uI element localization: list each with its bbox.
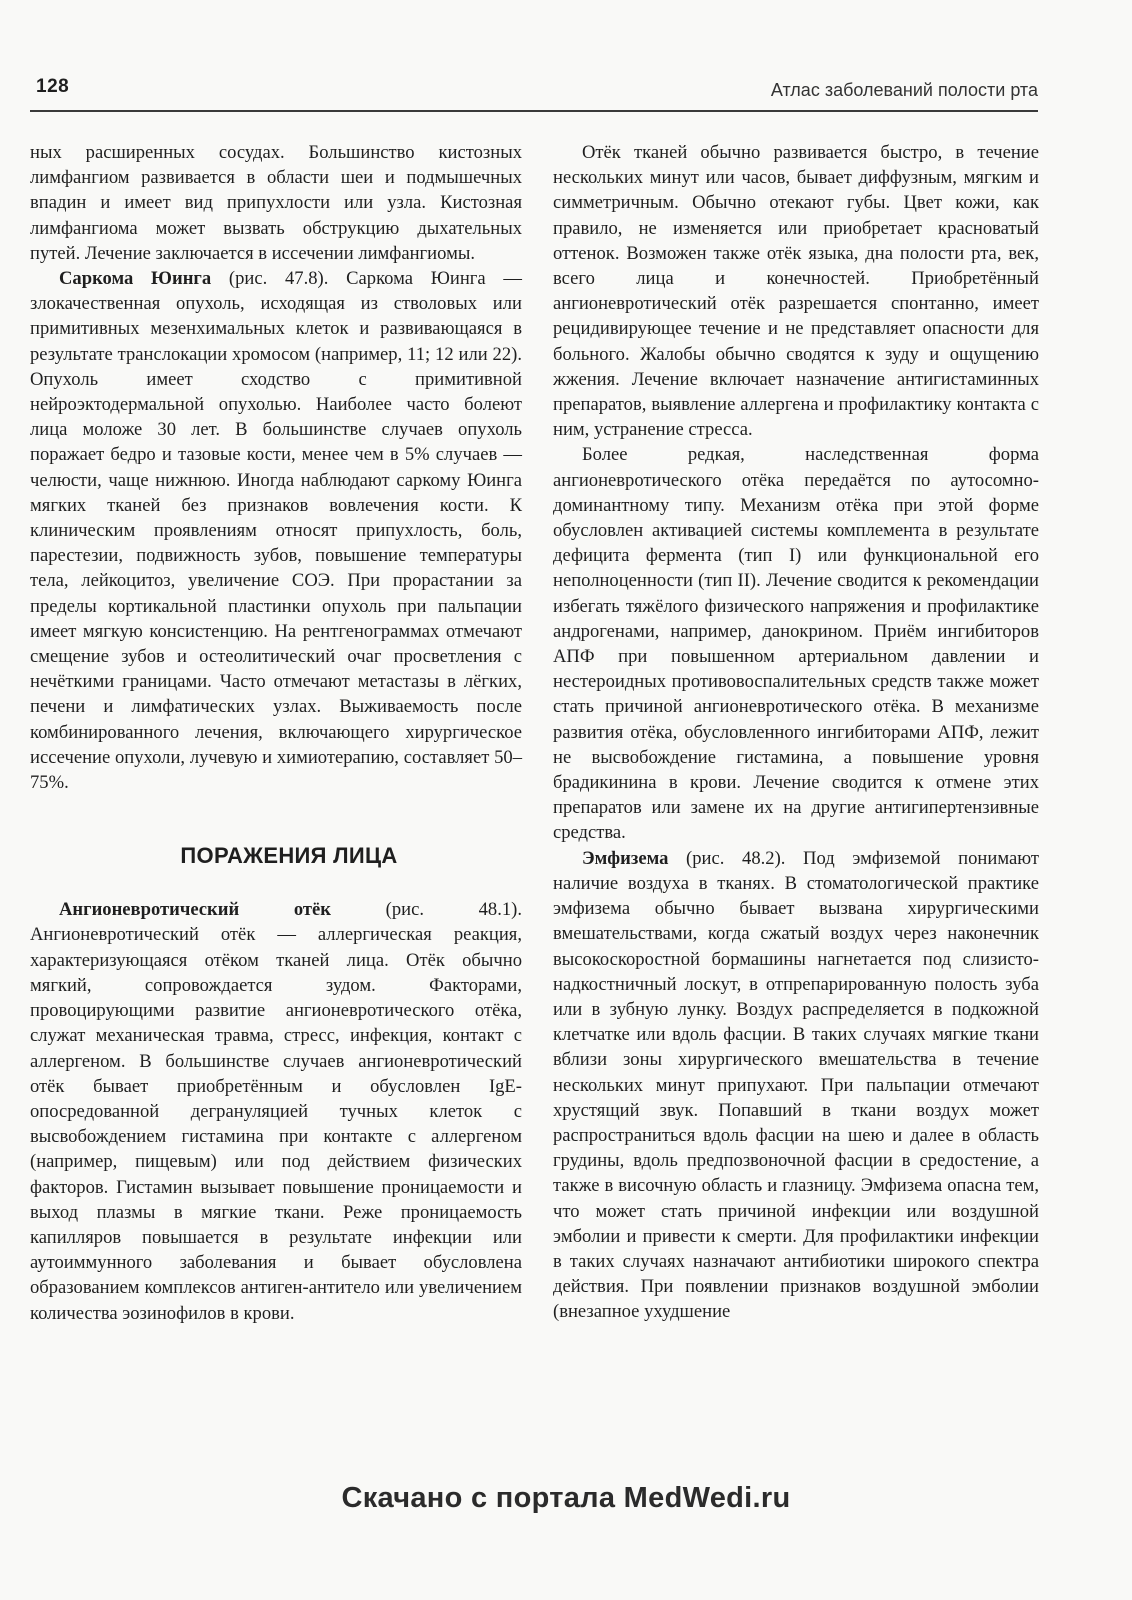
page-header xyxy=(30,74,1038,112)
paragraph-emphysema xyxy=(553,846,1039,1325)
paragraph-angioedema-text: (рис. 48.1). Ангионевротический отёк — аллергическая реакция, характеризующаяся отёком тканей лица. Отёк обычно мягкий, сопровождается зудом. Факторами, провоцирующими развитие ангионевротического отёка, служат механическая травма, стресс, инфекция, контакт с аллергеном. В большинстве случаев ангионевротический отёк бывает приобретённым и обусловлен IgE-опосредованной дегрануляцией тучных клеток с высвобождением гистамина при контакте с аллергеном (например, пищевым) или под действием физических факторов. Гистамин вызывает повышение проницаемости и выход плазмы в мягкие ткани. Реже проницаемость капилляров повышается в результате инфекции или аутоиммунного заболевания и бывает обусловлена образованием комплексов антиген-антитело или увеличением количества эозинофилов в крови. xyxy=(30,899,522,1324)
running-title: Атлас заболеваний полости рта xyxy=(770,80,1038,100)
paragraph-ewing-sarcoma xyxy=(30,266,522,795)
paragraph-emphysema-text: (рис. 48.2). Под эмфиземой понимают наличие воздуха в тканях. В стоматологической практике эмфизема обычно бывает вызвана хирургическими вмешательствами, когда сжатый воздух через наконечник высокоскоростной бормашины нагнетается под слизисто-надкостничный лоскут, в отпрепарированную полость зуба или в зубную лунку. Воздух распределяется в подкожной клетчатке или вдоль фасции. В таких случаях мягкие ткани вблизи зоны хирургического вмешательства в течение нескольких минут припухают. При пальпации отмечают хрустящий звук. Попавший в ткани воздух может распространиться вдоль фасции на шею и далее в область грудины, вдоль предпозвоночной фасции в средостение, а также в височную область и глазницу. Эмфизема опасна тем, что может стать причиной инфекции или воздушной эмболии и привести к смерти. Для профилактики инфекции в таких случаях назначают антибиотики широкого спектра действия. При появлении признаков воздушной эмболии (внезапное ухудшение xyxy=(553,847,1039,1323)
term-angioedema: Ангионевротический отёк xyxy=(59,899,331,921)
section-heading: ПОРАЖЕНИЯ ЛИЦА xyxy=(180,843,398,869)
right-column xyxy=(553,140,1039,1325)
left-column xyxy=(30,140,522,1326)
paragraph-hereditary-angioedema: Более редкая, наследственная форма ангионевротического отёка передаётся по аутосомно-доминантному типу. Механизм отёка при этой форме обусловлен активацией системы комплемента в результате дефицита фермента (тип I) или функциональной его неполноценности (тип II). Лечение сводится к рекомендации избегать тяжёлого физического напряжения и профилактике андрогенами, например, данокрином. Приём ингибиторов АПФ при повышенном артериальном давлении и нестероидных противовоспалительных средств также может стать причиной ангионевротического отёка. В механизме развития отёка, обусловленного ингибиторами АПФ, лежит не высвобождение гистамина, а повышение уровня брадикинина в крови. Лечение сводится к отмене этих препаратов или замене их на другие антигипертензивные средства. xyxy=(553,444,1039,844)
watermark-footer: Скачано с портала MedWedi.ru xyxy=(341,1482,791,1514)
page-number: 128 xyxy=(36,76,70,97)
paragraph-edema-course: Отёк тканей обычно развивается быстро, в течение нескольких минут или часов, бывает диффузным, мягким и симметричным. Обычно отекают губы. Цвет кожи, как правило, не изменяется или приобретает красноватый оттенок. Возможен также отёк языка, дна полости рта, век, всего лица и конечностей. Приобретённый ангионевротический отёк разрешается спонтанно, имеет рецидивирующее течение и не представляет опасности для больного. Жалобы обычно сводятся к зуду и ощущению жжения. Лечение включает назначение антигистаминных препаратов, выявление аллергена и профилактику контакта с ним, устранение стресса. xyxy=(553,142,1039,441)
paragraph-angioedema xyxy=(30,897,522,1325)
paragraph-ewing-sarcoma-text: (рис. 47.8). Саркома Юинга — злокачественная опухоль, исходящая из стволовых или примитивных мезенхимальных клеток и развивающаяся в результате транслокации хромосом (например, 11; 12 или 22). Опухоль имеет сходство с примитивной нейроэктодермальной опухолью. Наиболее часто болеют лица моложе 30 лет. В большинстве случаев опухоль поражает бедро и тазовые кости, менее чем в 5% случаев — челюсти, чаще нижнюю. Иногда наблюдают саркому Юинга мягких тканей без признаков вовлечения кости. К клиническим проявлениям относят припухлость, боль, парестезии, подвижность зубов, повышение температуры тела, лейкоцитоз, увеличение СОЭ. При прорастании за пределы кортикальной пластинки опухоль при пальпации имеет мягкую консистенцию. На рентгенограммах отмечают смещение зубов и остеолитический очаг просветления с нечёткими границами. Часто отмечают метастазы в лёгких, печени и лимфатических узлах. Выживаемость после комбинированного лечения, включающего хирургическое иссечение опухоли, лучевую и химиотерапию, составляет 50–75%. xyxy=(30,268,523,794)
term-ewing-sarcoma: Саркома Юинга xyxy=(59,268,212,290)
term-emphysema: Эмфизема xyxy=(582,847,669,869)
paragraph-lymphangioma-continuation: ных расширенных сосудах. Большинство кистозных лимфангиом развивается в области шеи и подмышечных впадин и имеет вид припухлости или узла. Кистозная лимфангиома может вызвать обструкцию дыхательных путей. Лечение заключается в иссечении лимфангиомы. xyxy=(30,142,522,264)
